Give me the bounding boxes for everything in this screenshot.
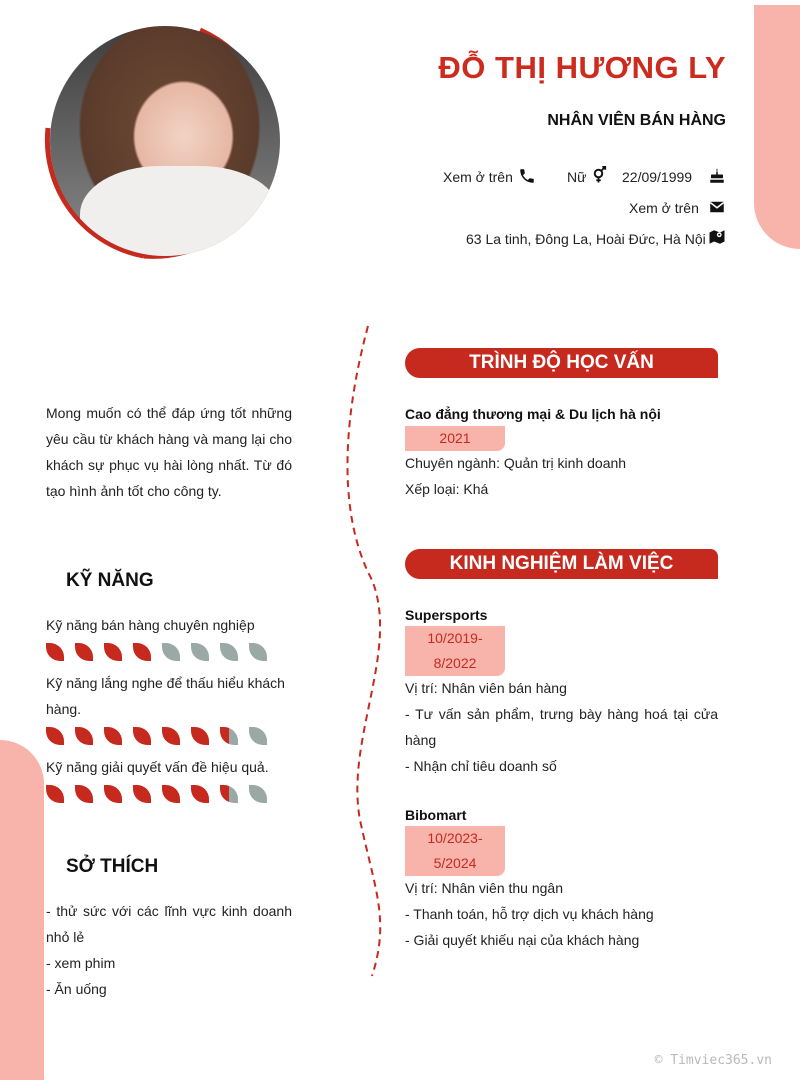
rating-leaf: [75, 727, 93, 745]
phone-text: Xem ở trên: [443, 169, 513, 185]
job-period: [405, 826, 505, 876]
birthday-cake-icon: [708, 167, 726, 185]
rating-leaf: [249, 643, 267, 661]
rating-leaf: [162, 785, 180, 803]
corner-decoration-top: [754, 5, 800, 249]
grade: Xếp loại: Khá: [405, 481, 489, 497]
education-title: TRÌNH ĐỘ HỌC VẤN: [469, 352, 654, 373]
rating-leaf: [46, 785, 64, 803]
rating-leaf: [220, 785, 238, 803]
avatar: [50, 26, 280, 256]
company-name: Supersports: [405, 607, 488, 623]
envelope-icon: [708, 198, 726, 216]
job-line: Vị trí: Nhân viên thu ngân: [405, 880, 563, 896]
job-line: - Giải quyết khiếu nại của khách hàng: [405, 932, 640, 948]
rating-leaf: [191, 785, 209, 803]
rating-leaf: [104, 643, 122, 661]
job-line: Vị trí: Nhân viên bán hàng: [405, 680, 567, 696]
rating-leaf: [133, 785, 151, 803]
rating-leaf: [249, 727, 267, 745]
period-end: 5/2024: [433, 855, 477, 871]
graduation-year: 2021: [405, 426, 505, 451]
job-line: - Thanh toán, hỗ trợ dịch vụ khách hàng: [405, 906, 654, 922]
major: Chuyên ngành: Quản trị kinh doanh: [405, 455, 627, 471]
rating-leaf: [191, 727, 209, 745]
rating-leaf: [133, 643, 151, 661]
skill-label: Kỹ năng bán hàng chuyên nghiệp: [46, 617, 255, 633]
skill-label: Kỹ năng giải quyết vấn đề hiệu quả.: [46, 759, 269, 775]
address-text: 63 La tinh, Đông La, Hoài Đức, Hà Nội: [466, 231, 706, 247]
rating-leaf: [75, 785, 93, 803]
experience-banner: [405, 549, 718, 579]
rating-leaf: [133, 727, 151, 745]
skill-label: Kỹ năng lắng nghe để thấu hiểu khách hàng.: [46, 675, 285, 717]
candidate-name: ĐỖ THỊ HƯƠNG LY: [438, 50, 726, 85]
map-icon: [708, 228, 726, 246]
skills-title: KỸ NĂNG: [66, 570, 154, 591]
skill-rating: [46, 785, 267, 803]
rating-leaf: [104, 727, 122, 745]
dashed-divider: [330, 320, 400, 980]
hobby-item: - Ăn uống: [46, 981, 107, 997]
birthday-text: 22/09/1999: [622, 169, 693, 185]
rating-leaf: [191, 643, 209, 661]
rating-leaf: [220, 643, 238, 661]
period-start: 10/2019-: [427, 630, 483, 646]
job-line: - Tư vấn sản phẩm, trưng bày hàng hoá tại cửa hàng: [405, 706, 718, 748]
watermark: © Timviec365.vn: [654, 1053, 772, 1068]
company-name: Bibomart: [405, 807, 467, 823]
period-start: 10/2023-: [427, 830, 483, 846]
career-objective: Mong muốn có thể đáp ứng tốt những yêu cầu từ khách hàng và mang lại cho khách sự phục vụ hài lòng nhất. Từ đó tạo hình ảnh tốt cho công ty.: [46, 405, 292, 499]
rating-leaf: [75, 643, 93, 661]
job-line: - Nhận chỉ tiêu doanh số: [405, 758, 557, 774]
experience-title: KINH NGHIỆM LÀM VIỆC: [449, 553, 674, 574]
period-end: 8/2022: [433, 655, 477, 671]
phone-icon: [518, 167, 536, 185]
rating-leaf: [46, 727, 64, 745]
profile-photo: [44, 24, 288, 260]
hobbies-title: SỞ THÍCH: [66, 856, 159, 877]
gender-text: Nữ: [567, 169, 587, 185]
education-banner: [405, 348, 718, 378]
rating-leaf: [220, 727, 238, 745]
rating-leaf: [46, 643, 64, 661]
gender-icon: [591, 166, 609, 184]
email-text: Xem ở trên: [629, 200, 699, 216]
job-title: NHÂN VIÊN BÁN HÀNG: [547, 112, 726, 129]
hobby-item: - xem phim: [46, 955, 116, 971]
corner-decoration-bottom: [0, 740, 44, 1080]
hobby-item: - thử sức với các lĩnh vực kinh doanh nhỏ lẻ: [46, 903, 292, 945]
rating-leaf: [249, 785, 267, 803]
skill-rating: [46, 643, 267, 661]
rating-leaf: [104, 785, 122, 803]
skill-rating: [46, 727, 267, 745]
rating-leaf: [162, 727, 180, 745]
school-name: Cao đẳng thương mại & Du lịch hà nội: [405, 406, 661, 422]
rating-leaf: [162, 643, 180, 661]
job-period: [405, 626, 505, 676]
